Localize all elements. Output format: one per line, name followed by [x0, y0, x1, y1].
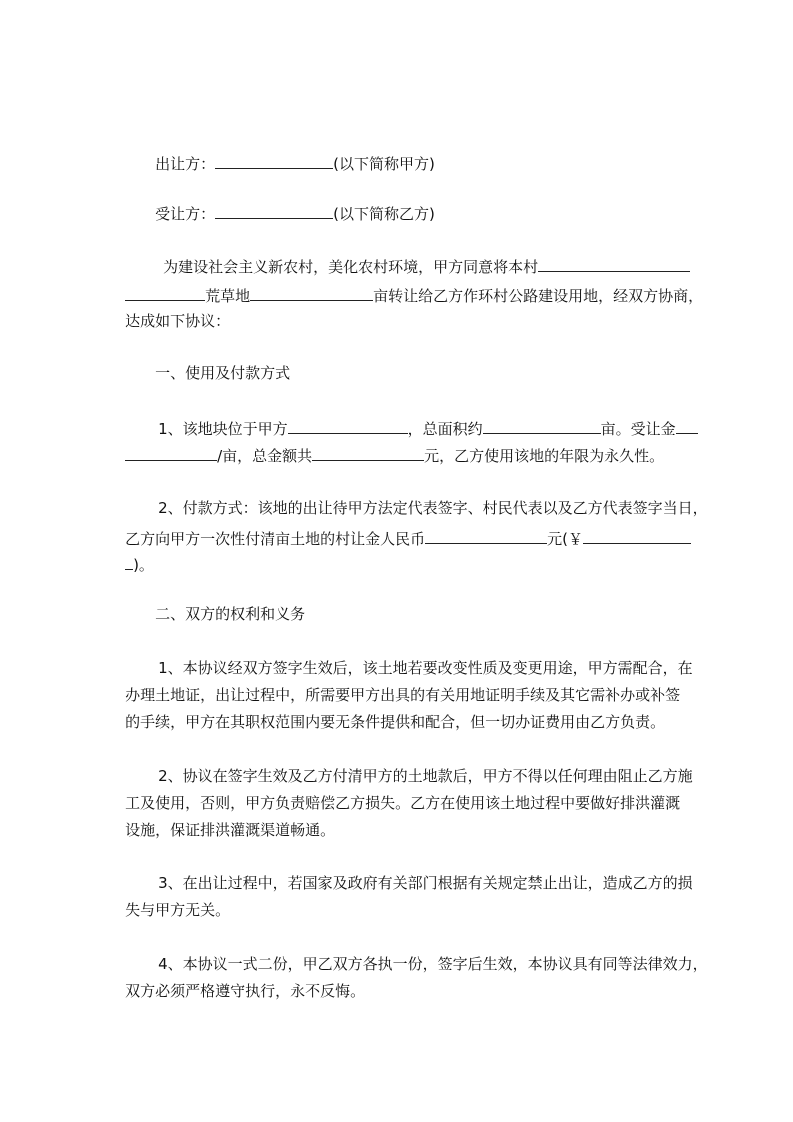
s2-item4-line-2 — [106, 961, 365, 1021]
s2-item3-text-a: 3、在出让过程中，若国家及政府有关部门根据有关规定禁止出让，造成乙方的损 — [158, 874, 693, 892]
transferee-suffix: (以下简称乙方) — [333, 205, 435, 223]
price-per-mu-blank[interactable] — [676, 417, 698, 434]
price-per-mu-blank-cont[interactable] — [125, 444, 217, 461]
s1-item2-text-c: 元(￥ — [547, 530, 583, 548]
s2-item3-text-b: 失与甲方无关。 — [125, 901, 231, 919]
transferee-label: 受让方： — [155, 205, 216, 223]
intro-text-2b: 亩转让给乙方作环村公路建设用地，经双方协商， — [373, 287, 704, 305]
s2-item4-text-b: 双方必须严格遵守执行，永不反悔。 — [125, 982, 366, 1000]
s2-item3-line-2 — [106, 880, 230, 940]
area-mu-blank[interactable] — [250, 284, 373, 301]
s1-item1-text-b: ，总面积约 — [407, 420, 483, 438]
transferor-blank[interactable] — [215, 152, 333, 169]
intro-line-3 — [106, 291, 230, 351]
payment-rmb-blank-cont[interactable] — [125, 553, 133, 570]
transferor-label: 出让方： — [155, 155, 216, 173]
s1-item2-text-d: )。 — [133, 556, 154, 574]
transferor-suffix: (以下简称甲方) — [333, 155, 435, 173]
s1-item1-line-2 — [106, 424, 664, 486]
s2-item1-text-b: 办理土地证，出让过程中，所需要甲方出具的有关用地证明手续及其它需补办或补签 — [125, 686, 681, 704]
s1-item1-text-c: 亩。受让金 — [600, 420, 676, 438]
total-amount-blank[interactable] — [312, 444, 424, 461]
s2-item2-text-b: 工及使用，否则，甲方负责赔偿乙方损失。乙方在使用该土地过程中要做好排洪灌溉 — [125, 794, 681, 812]
s1-item1-text-e: 元，乙方使用该地的年限为永久性。 — [424, 447, 665, 465]
s2-item2-line-3 — [106, 800, 335, 860]
section2-heading — [136, 584, 305, 644]
payment-rmb-blank[interactable] — [583, 527, 691, 544]
section1-heading-text: 一、使用及付款方式 — [155, 364, 291, 382]
transferee-blank[interactable] — [215, 202, 333, 219]
section1-heading — [136, 343, 290, 403]
section2-heading-text: 二、双方的权利和义务 — [155, 605, 306, 623]
s1-item1-text-d: /亩，总金额共 — [217, 447, 313, 465]
payment-amount-blank[interactable] — [425, 527, 547, 544]
s2-item1-line-3 — [106, 692, 665, 752]
intro-text-2a: 荒草地 — [205, 287, 251, 305]
intro-text-3: 达成如下协议： — [125, 312, 231, 330]
s2-item1-text-c: 的手续，甲方在其职权范围内要无条件提供和配合，但一切办证费用由乙方负责。 — [125, 713, 666, 731]
s1-item1-text-a: 1、该地块位于甲方 — [158, 420, 288, 438]
s2-item2-text-a: 2、协议在签字生效及乙方付清甲方的土地款后，甲方不得以任何理由阻止乙方施 — [158, 767, 693, 785]
s2-item2-text-c: 设施，保证排洪灌溉渠道畅通。 — [125, 821, 336, 839]
s2-item4-text-a: 4、本协议一式二份，甲乙双方各执一份，签字后生效，本协议具有同等法律效力， — [158, 955, 708, 973]
s1-item2-text-b: 乙方向甲方一次性付清亩土地的村让金人民币 — [125, 530, 426, 548]
s1-item2-line-2 — [106, 507, 691, 569]
intro-text-1: 为建设社会主义新农村，美化农村环境，甲方同意将本村 — [163, 258, 539, 276]
s2-item1-text-a: 1、本协议经双方签字生效后，该土地若要改变性质及变更用途，甲方需配合，在 — [158, 659, 693, 677]
s1-item2-text-a: 2、付款方式：该地的出让待甲方法定代表签字、村民代表以及乙方代表签字当日， — [158, 499, 708, 517]
